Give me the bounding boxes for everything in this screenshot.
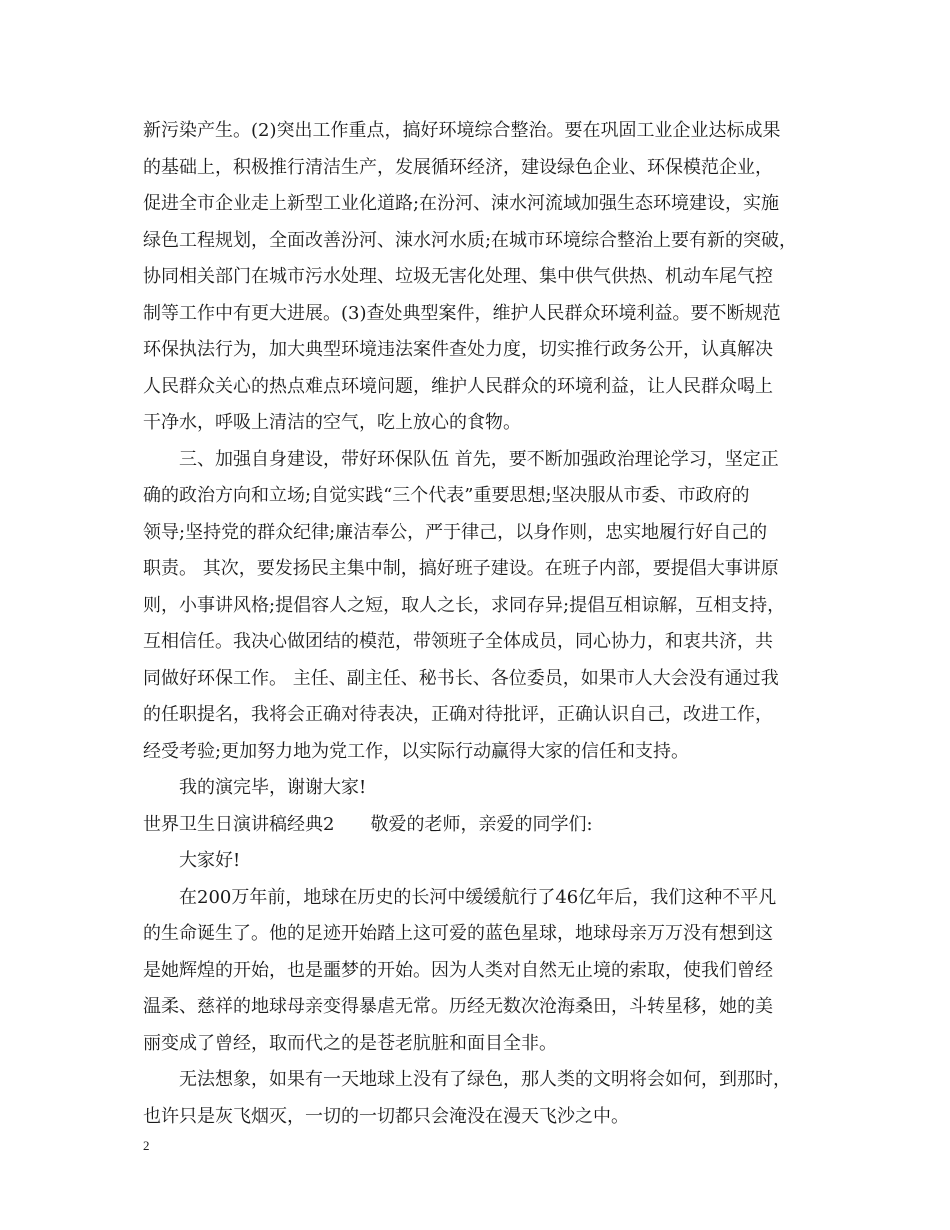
text-line: 的生命诞生了。他的足迹开始踏上这可爱的蓝色星球，地球母亲万万没有想到这 [143,923,773,944]
text-line: 的任职提名，我将会正确对待表决，正确对待批评，正确认识自己，改进工作， [143,704,773,725]
text-line: 确的政治方向和立场;自觉实践“三个代表”重要思想;坚决服从市委、市政府的 [143,485,750,506]
text-line: 我的演完毕，谢谢大家! [179,777,367,798]
text-line: 世界卫生日演讲稿经典2 敬爱的老师，亲爱的同学们: [143,813,593,835]
text-line: 温柔、慈祥的地球母亲变得暴虐无常。历经无数次沧海桑田，斗转星移，她的美 [143,996,773,1017]
text-line: 新污染产生。(2)突出工作重点，搞好环境综合整治。要在巩固工业企业达标成果 [143,120,781,141]
text-line: 人民群众关心的热点难点环境问题，维护人民群众的环境利益，让人民群众喝上 [143,375,773,397]
text-line: 无法想象，如果有一天地球上没有了绿色，那人类的文明将会如何，到那时， [179,1069,791,1090]
text-line: 经受考验;更加努力地为党工作，以实际行动赢得大家的信任和支持。 [143,740,690,762]
text-line: 同做好环保工作。 主任、副主任、秘书长、各位委员，如果市人大会没有通过我 [143,667,779,689]
text-line: 在200万年前，地球在历史的长河中缓缓航行了46亿年后，我们这种不平凡 [179,886,777,908]
page-number: 2 [143,1138,150,1153]
text-line: 协同相关部门在城市污水处理、垃圾无害化处理、集中供气供热、机动车尾气控 [143,266,773,287]
text-line: 干净水，呼吸上清洁的空气，吃上放心的食物。 [143,412,521,433]
text-line: 三、加强自身建设，带好环保队伍 首先，要不断加强政治理论学习，坚定正 [179,448,779,470]
text-line: 也许只是灰飞烟灭，一切的一切都只会淹没在漫天飞沙之中。 [143,1105,629,1127]
text-line: 制等工作中有更大进展。(3)查处典型案件，维护人民群众环境利益。要不断规范 [143,302,781,324]
text-line: 职责。 其次，要发扬民主集中制，搞好班子建设。在班子内部，要提倡大事讲原 [143,558,779,579]
text-line: 绿色工程规划，全面改善汾河、涑水河水质;在城市环境综合整治上要有新的突破， [143,229,798,251]
text-line: 则，小事讲风格;提倡容人之短，取人之长，求同存异;提倡互相谅解，互相支持， [143,594,786,616]
body-text [143,113,833,1135]
text-line: 丽变成了曾经，取而代之的是苍老肮脏和面目全非。 [143,1032,557,1054]
text-line: 是她辉煌的开始，也是噩梦的开始。因为人类对自然无止境的索取，使我们曾经 [143,959,773,981]
text-line: 领导;坚持党的群众纪律;廉洁奉公，严于律己，以身作则，忠实地履行好自己的 [143,521,768,543]
text-line: 互相信任。我决心做团结的模范，带领班子全体成员，同心协力，和衷共济，共 [143,631,773,652]
text-line: 的基础上，积极推行清洁生产，发展循环经济，建设绿色企业、环保模范企业， [143,156,773,178]
text-line: 促进全市企业走上新型工业化道路;在汾河、涑水河流域加强生态环境建设，实施 [143,193,780,214]
text-line: 大家好! [179,850,241,871]
text-line: 环保执法行为，加大典型环境违法案件查处力度，切实推行政务公开，认真解决 [143,339,773,360]
